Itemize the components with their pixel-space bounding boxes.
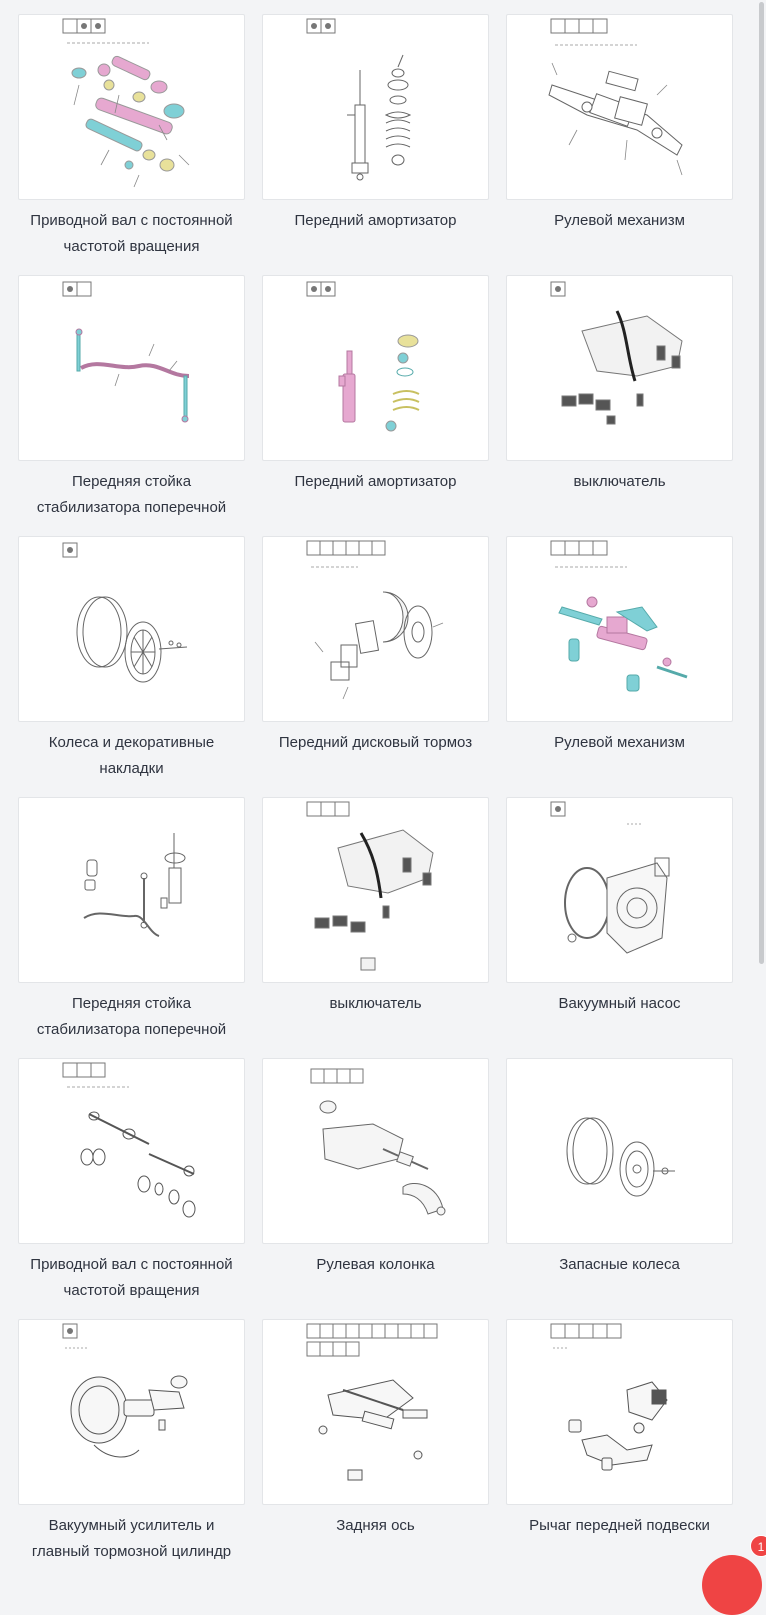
part-thumbnail [18,14,245,200]
switch-diagram-icon [263,798,489,983]
part-card[interactable] [18,797,245,1058]
part-label: Вакуумный усилитель и главный тормозной цилиндр [31,1517,232,1560]
part-label: Передний дисковый тормоз [278,734,473,751]
part-thumbnail [262,797,489,983]
cv-shaft-diagram-icon [19,15,245,200]
part-label: Приводной вал с постоянной частотой вращения [30,1256,233,1299]
steering-gear-diagram-icon [507,537,733,722]
control-arm-diagram-icon [507,1320,733,1505]
part-label: Передний амортизатор [294,473,457,490]
part-thumbnail [262,1319,489,1505]
vacuum-pump-diagram-icon [507,798,733,983]
wheel-diagram-icon [19,537,245,722]
part-card[interactable] [506,1058,733,1319]
rear-axle-diagram-icon [263,1320,489,1505]
spare-wheel-diagram-icon [507,1059,733,1244]
part-thumbnail [506,536,733,722]
part-label: Запасные колеса [559,1256,680,1273]
part-card[interactable] [18,14,245,275]
part-card[interactable] [262,275,489,536]
part-thumbnail [18,275,245,461]
part-card[interactable] [262,14,489,275]
parts-grid [18,14,734,1580]
part-card[interactable] [18,1319,245,1580]
part-card[interactable] [506,1319,733,1580]
part-card[interactable] [506,275,733,536]
stabilizer-link-diagram-icon [19,798,245,983]
part-card[interactable] [262,536,489,797]
part-label: Передняя стойка стабилизатора поперечной [36,995,227,1038]
shock-absorber-diagram-icon [263,15,489,200]
part-thumbnail [506,14,733,200]
scrollbar[interactable] [759,2,764,964]
notification-badge: 1 [750,1535,766,1557]
part-card[interactable] [506,14,733,275]
switch-diagram-icon [507,276,733,461]
part-card[interactable] [18,275,245,536]
part-label: Передняя стойка стабилизатора поперечной [36,473,227,516]
part-card[interactable] [506,536,733,797]
steering-column-diagram-icon [263,1059,489,1244]
part-label: Рулевая колонка [316,1256,435,1273]
part-label: Передний амортизатор [294,212,457,229]
part-card[interactable] [262,1058,489,1319]
part-card[interactable] [18,1058,245,1319]
part-thumbnail [262,275,489,461]
part-thumbnail [506,275,733,461]
disc-brake-diagram-icon [263,537,489,722]
part-card[interactable] [262,1319,489,1580]
part-thumbnail [506,1319,733,1505]
part-label: Задняя ось [336,1517,415,1534]
cv-shaft-diagram-icon [19,1059,245,1244]
part-label: Приводной вал с постоянной частотой вращения [30,212,233,255]
part-thumbnail [18,797,245,983]
chat-button[interactable] [702,1555,762,1615]
brake-booster-diagram-icon [19,1320,245,1505]
part-thumbnail [18,1058,245,1244]
part-thumbnail [506,1058,733,1244]
stabilizer-link-diagram-icon [19,276,245,461]
shock-absorber-diagram-icon [263,276,489,461]
part-thumbnail [18,536,245,722]
part-thumbnail [506,797,733,983]
part-thumbnail [262,1058,489,1244]
part-label: Рычаг передней подвески [529,1517,710,1534]
steering-gear-diagram-icon [507,15,733,200]
part-thumbnail [262,14,489,200]
part-card[interactable] [506,797,733,1058]
part-thumbnail [262,536,489,722]
part-label: Вакуумный насос [558,995,681,1012]
part-card[interactable] [262,797,489,1058]
part-label: Рулевой механизм [554,212,685,229]
part-label: выключатель [329,995,422,1012]
part-card[interactable] [18,536,245,797]
part-label: выключатель [573,473,666,490]
part-label: Рулевой механизм [554,734,685,751]
part-label: Колеса и декоративные накладки [48,734,215,777]
part-thumbnail [18,1319,245,1505]
